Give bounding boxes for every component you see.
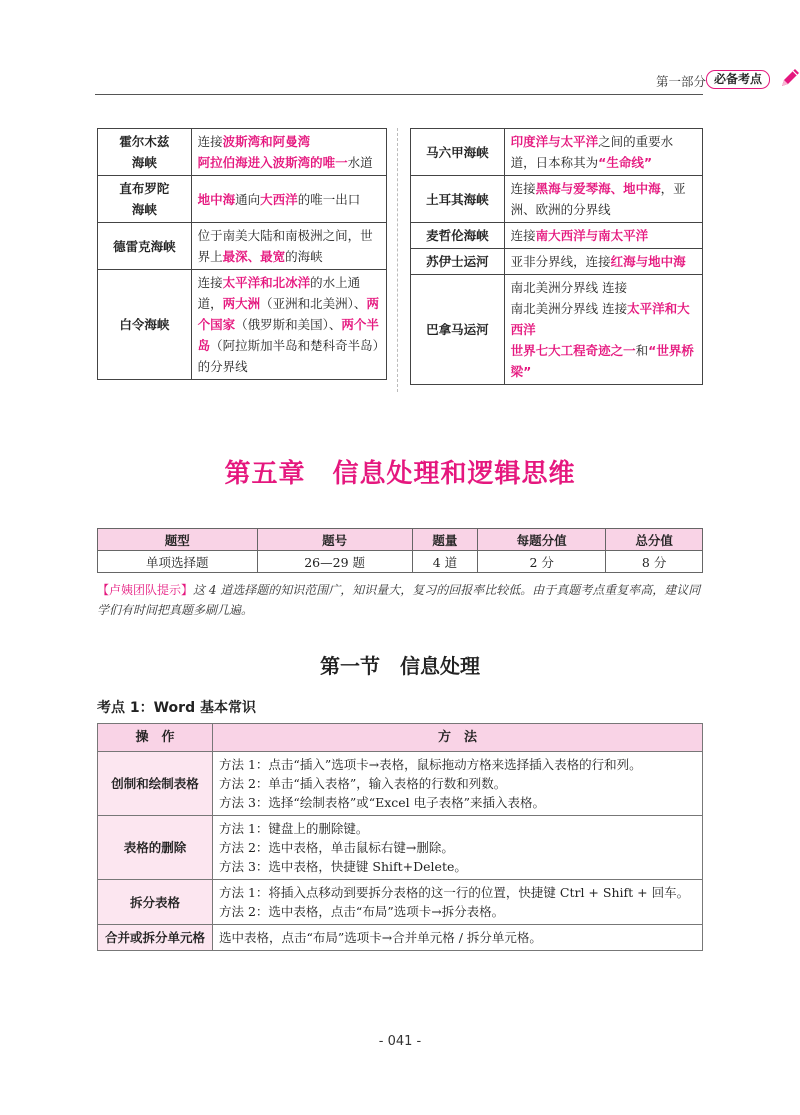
desc-text: 和 <box>635 343 649 358</box>
highlight-text: 两个国家 <box>197 296 379 332</box>
desc-text: （阿拉斯加半岛和楚科奇半岛）的分界线 <box>197 338 379 374</box>
strait-description <box>504 223 702 249</box>
chapter-title: 第五章 信息处理和逻辑思维 <box>224 459 576 489</box>
strait-description <box>191 223 386 270</box>
table-row <box>98 816 703 880</box>
method-line: 方法 3：选择“绘制表格”或“Excel 电子表格”来插入表格。 <box>219 795 546 810</box>
strait-description <box>504 275 702 385</box>
highlight-text: 太平洋和大西洋 <box>510 301 690 337</box>
header-badge: 必备考点 <box>706 70 770 89</box>
score-header-cell: 总分值 <box>606 529 703 551</box>
highlight-text: 两大洲 <box>222 296 261 311</box>
method-line: 方法 2：选中表格，单击鼠标右键→删除。 <box>219 840 454 855</box>
word-header-operation: 操 作 <box>98 724 213 752</box>
highlight-text: 阿拉伯海进入波斯湾的唯一 <box>197 155 348 170</box>
pencil-icon <box>778 66 800 90</box>
strait-description <box>191 129 386 176</box>
operation-name: 拆分表格 <box>98 880 213 925</box>
strait-description <box>191 176 386 223</box>
highlight-text: 两个半岛 <box>197 317 379 353</box>
operation-methods <box>213 925 703 951</box>
desc-text: 连接 <box>197 134 223 149</box>
operation-methods <box>213 816 703 880</box>
word-operations-table <box>97 723 703 951</box>
desc-text: 的唯一出口 <box>297 191 361 207</box>
score-table <box>97 528 703 573</box>
desc-text: ，亚洲、欧洲的分界线 <box>510 181 686 217</box>
desc-text: 水道 <box>347 155 373 170</box>
highlight-text: 太平洋和北冰洋 <box>222 275 311 290</box>
desc-text: 的海峡 <box>285 249 323 264</box>
table-row <box>98 752 703 816</box>
straits-table-left <box>97 128 387 380</box>
straits-table-right <box>410 128 703 385</box>
strait-row <box>411 129 703 176</box>
table-row <box>98 925 703 951</box>
strait-description <box>191 270 386 380</box>
team-tip <box>97 580 707 620</box>
operation-name: 合并或拆分单元格 <box>98 925 213 951</box>
strait-name: 麦哲伦海峡 <box>411 223 505 249</box>
score-cell: 4 道 <box>412 551 477 573</box>
highlight-text: “生命线” <box>598 155 653 170</box>
tip-label: 【卢姨团队提示】 <box>97 583 194 597</box>
desc-text: 连接 <box>510 181 536 196</box>
operation-methods <box>213 880 703 925</box>
method-line: 选中表格，点击“布局”选项卡→合并单元格 / 拆分单元格。 <box>219 930 542 945</box>
strait-description <box>504 249 702 275</box>
desc-text: 的水上通道， <box>197 275 361 311</box>
highlight-text: “世界桥梁” <box>510 343 694 379</box>
score-header-cell: 题量 <box>412 529 477 551</box>
score-cell: 2 分 <box>478 551 606 573</box>
strait-name: 白令海峡 <box>98 270 192 380</box>
strait-name: 苏伊士运河 <box>411 249 505 275</box>
highlight-text: 世界七大工程奇迹之一 <box>510 343 636 358</box>
score-header-cell: 每题分值 <box>478 529 606 551</box>
highlight-text: 最深、最宽 <box>222 249 286 264</box>
method-line: 方法 1：点击“插入”选项卡→表格，鼠标拖动方格来选择插入表格的行和列。 <box>219 757 642 772</box>
strait-row <box>98 129 387 176</box>
highlight-text: 红海与地中海 <box>610 254 686 269</box>
strait-name: 马六甲海峡 <box>411 129 505 176</box>
table-row <box>98 880 703 925</box>
score-header-cell: 题型 <box>98 529 258 551</box>
strait-name: 德雷克海峡 <box>98 223 192 270</box>
strait-name: 巴拿马运河 <box>411 275 505 385</box>
page-number: - 041 - <box>378 1034 422 1049</box>
desc-text: 通向 <box>235 191 261 207</box>
column-divider <box>397 128 398 392</box>
method-line: 方法 1：将插入点移动到要拆分表格的这一行的位置，快捷键 Ctrl + Shift + 回车。 <box>219 885 690 900</box>
strait-name: 直布罗陀 海峡 <box>98 176 192 223</box>
method-line: 方法 2：选中表格，点击“布局”选项卡→拆分表格。 <box>219 904 505 919</box>
desc-text: （俄罗斯和美国）、 <box>235 317 342 332</box>
highlight-text: 地中海 <box>197 191 236 207</box>
desc-text: 之间的重要水道，日本称其为 <box>510 134 674 170</box>
strait-row <box>411 223 703 249</box>
method-line: 方法 1：键盘上的删除键。 <box>219 821 369 836</box>
score-cell: 8 分 <box>606 551 703 573</box>
strait-row <box>411 249 703 275</box>
desc-text: （亚洲和北美洲）、 <box>260 296 367 311</box>
score-header-cell: 题号 <box>257 529 412 551</box>
highlight-text: 黑海与爱琴海、地中海 <box>535 181 661 196</box>
header-rule <box>95 94 703 95</box>
operation-methods <box>213 752 703 816</box>
tip-text: 这 4 道选择题的知识范围广，知识量大，复习的回报率比较低。由于真题考点重复率高，建议同学们有时间把真题多刷几遍。 <box>97 583 701 617</box>
operation-name: 创制和绘制表格 <box>98 752 213 816</box>
kaodian-heading: 考点 1：Word 基本常识 <box>97 700 256 716</box>
strait-row <box>411 176 703 223</box>
method-line: 方法 3：选中表格，快捷键 Shift+Delete。 <box>219 859 467 874</box>
strait-row <box>411 275 703 385</box>
method-line: 方法 2：单击“插入表格”，输入表格的行数和列数。 <box>219 776 507 791</box>
desc-text: 连接 <box>197 275 223 290</box>
highlight-text: 南大西洋与南太平洋 <box>535 228 649 243</box>
strait-row <box>98 223 387 270</box>
score-cell: 26—29 题 <box>257 551 412 573</box>
strait-description <box>504 129 702 176</box>
strait-row <box>98 270 387 380</box>
strait-description <box>504 176 702 223</box>
highlight-text: 大西洋 <box>260 191 298 207</box>
strait-name: 土耳其海峡 <box>411 176 505 223</box>
strait-name: 霍尔木兹 海峡 <box>98 129 192 176</box>
word-header-method: 方 法 <box>213 724 703 752</box>
strait-row <box>98 176 387 223</box>
score-cell: 单项选择题 <box>98 551 258 573</box>
desc-text: 位于南美大陆和南极洲之间，世界上 <box>197 228 373 264</box>
highlight-text: 波斯湾和阿曼湾 <box>222 134 311 149</box>
highlight-text: 印度洋与太平洋 <box>510 134 599 149</box>
operation-name: 表格的删除 <box>98 816 213 880</box>
header-part-label: 第一部分 <box>655 74 706 89</box>
desc-text: 亚非分界线，连接 <box>510 254 611 269</box>
section-title: 第一节 信息处理 <box>320 654 480 678</box>
desc-text: 南北美洲分界线 连接 <box>510 301 628 316</box>
desc-text: 南北美洲分界线 连接 <box>510 280 628 295</box>
desc-text: 连接 <box>510 228 536 243</box>
